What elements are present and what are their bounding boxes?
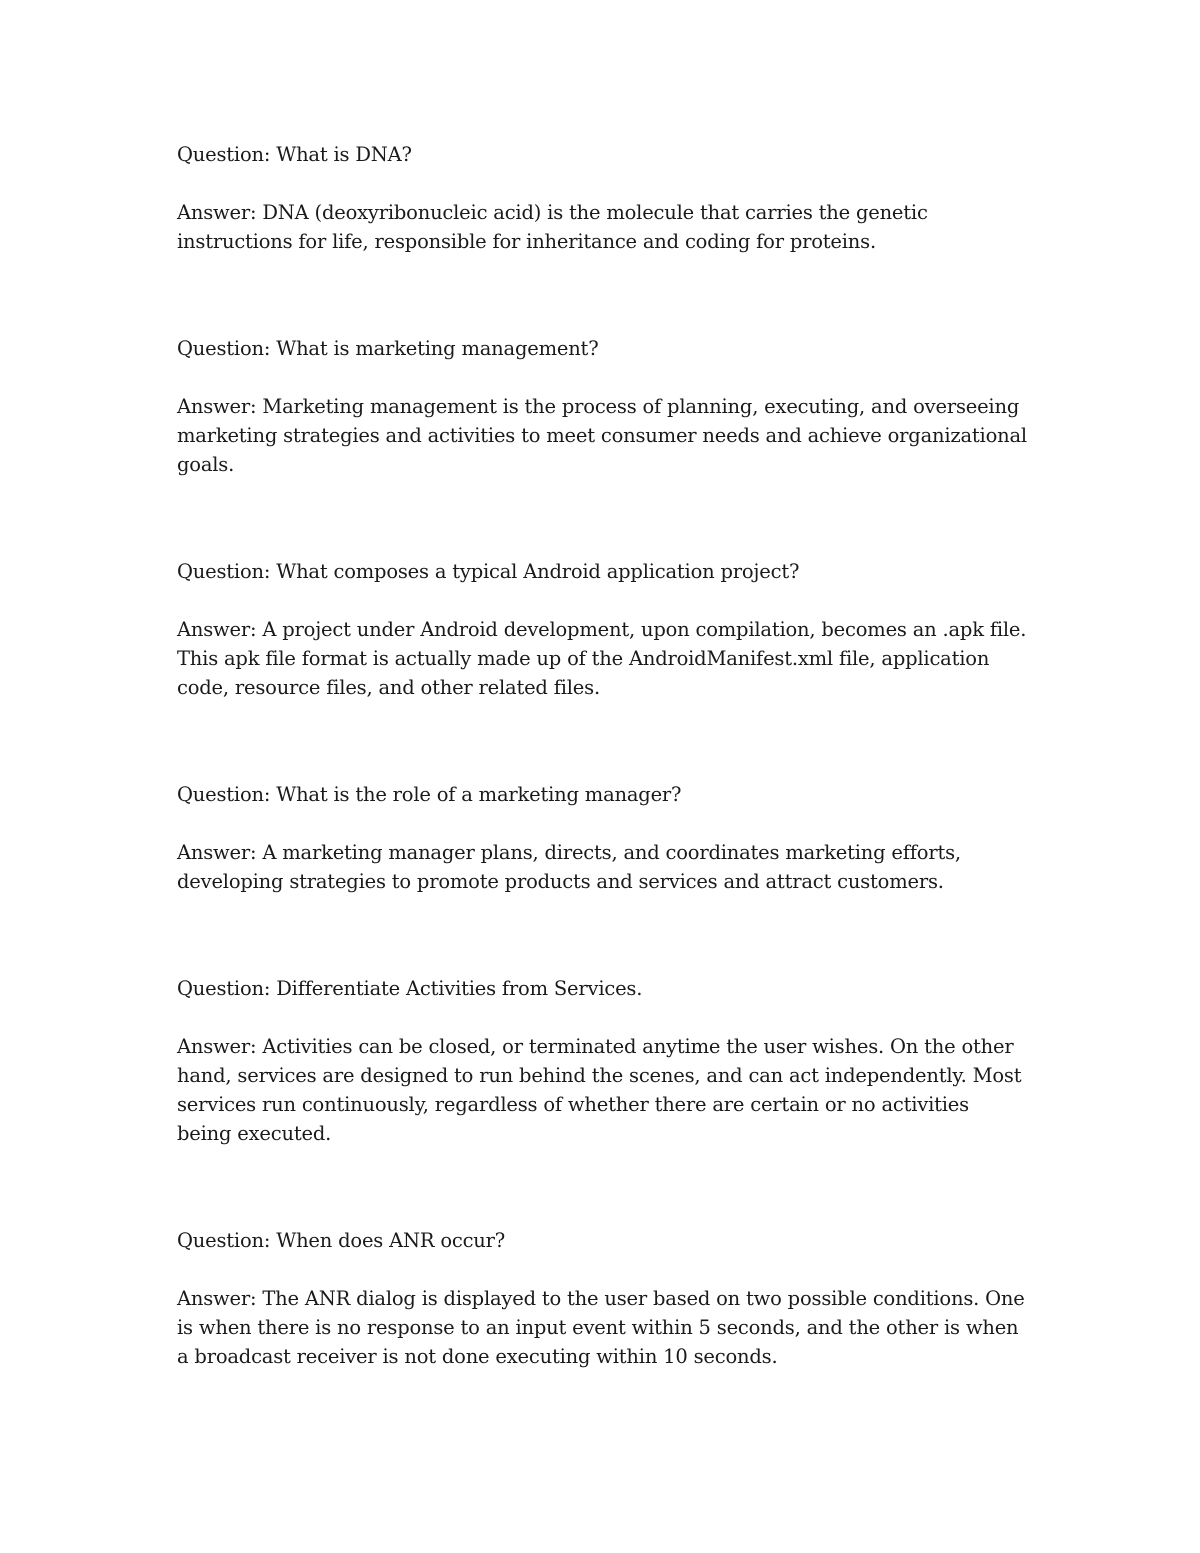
question-text: Question: What is DNA? [177, 143, 412, 166]
question-text: Question: What is the role of a marketing manager? [177, 783, 682, 806]
question-text: Question: What composes a typical Android application project? [177, 560, 800, 583]
question-text: Question: Differentiate Activities from Services. [177, 977, 643, 1000]
document-body [177, 140, 1027, 1371]
question-text: Question: When does ANR occur? [177, 1229, 506, 1252]
answer-text: Answer: A project under Android development, upon compilation, becomes an .apk file. This apk file format is actually made up of the AndroidManifest.xml file, application code, resource files, and other related files. [177, 618, 1027, 699]
qa-item-anr [177, 1226, 1027, 1371]
answer-text: Answer: A marketing manager plans, directs, and coordinates marketing efforts, developing strategies to promote products and services and attract customers. [177, 841, 961, 893]
answer-text: Answer: Activities can be closed, or terminated anytime the user wishes. On the other hand, services are designed to run behind the scenes, and can act independently. Most services run continuously, regardless of whether there are certain or no activities being executed. [177, 1035, 1022, 1145]
question-text: Question: What is marketing management? [177, 337, 599, 360]
qa-item-dna [177, 140, 1027, 256]
qa-item-activities-services [177, 974, 1027, 1148]
answer-text: Answer: DNA (deoxyribonucleic acid) is the molecule that carries the genetic instructions for life, responsible for inheritance and coding for proteins. [177, 201, 928, 253]
answer-text: Answer: The ANR dialog is displayed to the user based on two possible conditions. One is when there is no response to an input event within 5 seconds, and the other is when a broadcast receiver is not done executing within 10 seconds. [177, 1287, 1025, 1368]
qa-item-marketing-manager-role [177, 780, 1027, 896]
qa-item-android-project [177, 557, 1027, 702]
answer-text: Answer: Marketing management is the process of planning, executing, and overseeing marketing strategies and activities to meet consumer needs and achieve organizational goals. [177, 395, 1027, 476]
qa-item-marketing-management [177, 334, 1027, 479]
